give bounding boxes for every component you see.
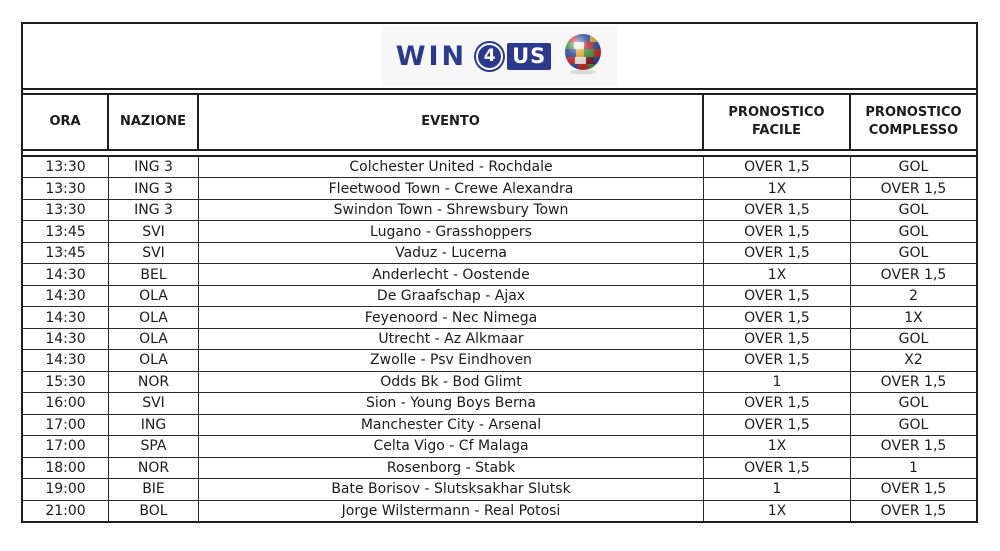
ora-cell: 17:00 (23, 436, 109, 456)
pronostico-complesso-cell: OVER 1,5 (880, 373, 947, 390)
table-row (23, 372, 976, 393)
table-row (23, 329, 976, 350)
evento-cell: Utrecht - Az Alkmaar (199, 329, 704, 349)
ora-cell: 16:00 (23, 393, 109, 413)
nazione-cell: OLA (109, 329, 199, 349)
pronostico-facile-cell: 1 (704, 479, 851, 499)
table-row (23, 264, 976, 285)
ora-cell: 17:00 (23, 415, 109, 435)
nazione-cell: NOR (109, 372, 199, 392)
pronostico-complesso-cell: OVER 1,5 (880, 502, 947, 519)
pronostico-complesso-cell: 1 (909, 459, 918, 476)
ora-cell: 13:30 (23, 157, 109, 177)
evento-cell: Lugano - Grasshoppers (199, 221, 704, 241)
pronostico-complesso-cell: OVER 1,5 (880, 438, 947, 455)
nazione-cell: SVI (109, 221, 199, 241)
nazione-cell: OLA (109, 350, 199, 370)
ora-cell: 14:30 (23, 350, 109, 370)
evento-cell: Zwolle - Psv Eindhoven (199, 350, 704, 370)
evento-cell: Bate Borisov - Slutsksakhar Slutsk (199, 479, 704, 499)
evento-cell: Fleetwood Town - Crewe Alexandra (199, 178, 704, 198)
header-evento: EVENTO (199, 95, 704, 149)
ora-cell: 14:30 (23, 264, 109, 284)
nazione-cell: NOR (109, 458, 199, 478)
pronostico-facile-cell: OVER 1,5 (704, 221, 851, 241)
pronostico-facile-cell: OVER 1,5 (704, 243, 851, 263)
evento-cell: Vaduz - Lucerna (199, 243, 704, 263)
evento-cell: Swindon Town - Shrewsbury Town (199, 200, 704, 220)
ora-cell: 13:45 (23, 243, 109, 263)
pronostico-complesso-cell: GOL (898, 416, 929, 433)
pronostico-complesso-cell: OVER 1,5 (880, 180, 947, 197)
table-row (23, 479, 976, 500)
table-row (23, 350, 976, 371)
evento-cell: Manchester City - Arsenal (199, 415, 704, 435)
pronostico-facile-cell: 1X (704, 501, 851, 521)
nazione-cell: SVI (109, 243, 199, 263)
flags-globe-icon (563, 33, 603, 79)
table-body (23, 155, 976, 521)
table-row (23, 243, 976, 264)
pronostico-facile-cell: OVER 1,5 (704, 157, 851, 177)
table-row (23, 393, 976, 414)
nazione-cell: ING 3 (109, 200, 199, 220)
header-nazione: NAZIONE (109, 95, 199, 149)
pronostico-complesso-cell: GOL (898, 159, 929, 176)
pronostico-complesso-cell: 1X (904, 309, 923, 326)
pronostico-complesso-cell: X2 (904, 352, 923, 369)
header-ora: ORA (23, 95, 109, 149)
ora-cell: 19:00 (23, 479, 109, 499)
nazione-cell: ING (109, 415, 199, 435)
evento-cell: Rosenborg - Stabk (199, 458, 704, 478)
nazione-cell: OLA (109, 286, 199, 306)
ora-cell: 15:30 (23, 372, 109, 392)
nazione-cell: ING 3 (109, 178, 199, 198)
table-row (23, 458, 976, 479)
logo-four-badge: 4 (476, 43, 503, 70)
table-row (23, 178, 976, 199)
pronostico-facile-cell: 1X (704, 178, 851, 198)
pronostico-facile-cell: 1X (704, 436, 851, 456)
pronostico-facile-cell: OVER 1,5 (704, 200, 851, 220)
pronostico-complesso-cell: 2 (909, 288, 918, 305)
pronostico-facile-cell: 1 (704, 372, 851, 392)
ora-cell: 14:30 (23, 307, 109, 327)
logo-us-badge: US (507, 43, 551, 70)
pronostico-complesso-cell: GOL (898, 245, 929, 262)
evento-cell: De Graafschap - Ajax (199, 286, 704, 306)
table-header-row (23, 93, 976, 151)
pronostico-complesso-cell: GOL (898, 330, 929, 347)
nazione-cell: BOL (109, 501, 199, 521)
ora-cell: 18:00 (23, 458, 109, 478)
pronostico-facile-cell: OVER 1,5 (704, 458, 851, 478)
table-row (23, 157, 976, 178)
nazione-cell: SPA (109, 436, 199, 456)
ora-cell: 14:30 (23, 286, 109, 306)
table-row (23, 221, 976, 242)
pronostico-facile-cell: OVER 1,5 (704, 350, 851, 370)
pronostici-table (21, 22, 978, 523)
pronostico-complesso-cell: OVER 1,5 (880, 266, 947, 283)
pronostico-complesso-cell: GOL (898, 395, 929, 412)
pronostico-facile-cell: OVER 1,5 (704, 329, 851, 349)
logo-win-text: WIN (395, 40, 468, 72)
table-row (23, 501, 976, 521)
nazione-cell: OLA (109, 307, 199, 327)
evento-cell: Jorge Wilstermann - Real Potosi (199, 501, 704, 521)
nazione-cell: BIE (109, 479, 199, 499)
ora-cell: 13:45 (23, 221, 109, 241)
pronostico-facile-cell: OVER 1,5 (704, 393, 851, 413)
evento-cell: Anderlecht - Oostende (199, 264, 704, 284)
nazione-cell: BEL (109, 264, 199, 284)
evento-cell: Odds Bk - Bod Glimt (199, 372, 704, 392)
pronostico-complesso-cell: GOL (898, 202, 929, 219)
ora-cell: 13:30 (23, 178, 109, 198)
pronostico-facile-cell: OVER 1,5 (704, 415, 851, 435)
win4us-logo (382, 26, 618, 86)
pronostico-facile-cell: OVER 1,5 (704, 307, 851, 327)
table-row (23, 307, 976, 328)
pronostico-facile-cell: 1X (704, 264, 851, 284)
evento-cell: Sion - Young Boys Berna (199, 393, 704, 413)
table-row (23, 415, 976, 436)
table-row (23, 200, 976, 221)
evento-cell: Feyenoord - Nec Nimega (199, 307, 704, 327)
evento-cell: Colchester United - Rochdale (199, 157, 704, 177)
table-row (23, 286, 976, 307)
pronostico-facile-cell: OVER 1,5 (704, 286, 851, 306)
nazione-cell: SVI (109, 393, 199, 413)
ora-cell: 21:00 (23, 501, 109, 521)
header-pronostico-complesso: PRONOSTICO COMPLESSO (865, 105, 962, 138)
pronostico-complesso-cell: OVER 1,5 (880, 481, 947, 498)
pronostico-complesso-cell: GOL (898, 223, 929, 240)
nazione-cell: ING 3 (109, 157, 199, 177)
evento-cell: Celta Vigo - Cf Malaga (199, 436, 704, 456)
ora-cell: 13:30 (23, 200, 109, 220)
table-row (23, 436, 976, 457)
header-pronostico-facile: PRONOSTICO FACILE (704, 95, 851, 149)
ora-cell: 14:30 (23, 329, 109, 349)
logo-section (23, 24, 976, 90)
